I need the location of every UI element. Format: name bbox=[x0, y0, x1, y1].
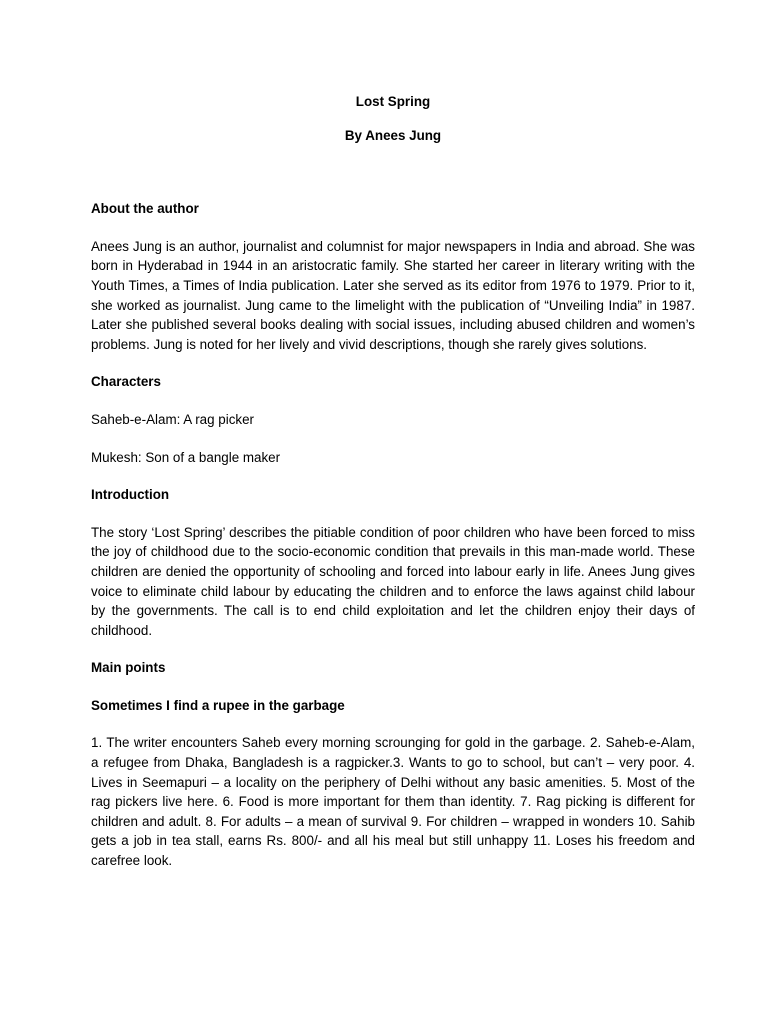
document-content bbox=[91, 92, 695, 889]
about-author-paragraph: Anees Jung is an author, journalist and columnist for major newspapers in India and abroad. She was born in Hyderabad in 1944 in an aristocratic family. She started her career in literary writing with the Youth Times, a Times of India publication. Later she served as its editor from 1976 to 1979. Prior to it, she worked as journalist. Jung came to the limelight with the publication of “Unveiling India” in 1987. Later she published several books dealing with social issues, including abused children and women’s problems. Jung is noted for her lively and vivid descriptions, though she rarely gives solutions. bbox=[91, 238, 695, 352]
document-byline: By Anees Jung bbox=[344, 127, 442, 143]
introduction-heading: Introduction bbox=[91, 487, 170, 503]
main-points-subheading: Sometimes I find a rupee in the garbage bbox=[91, 697, 345, 713]
character-saheb: Saheb-e-Alam: A rag picker bbox=[91, 411, 255, 427]
about-author-heading: About the author bbox=[91, 201, 199, 217]
character-mukesh: Mukesh: Son of a bangle maker bbox=[91, 449, 281, 465]
characters-heading: Characters bbox=[91, 374, 161, 390]
main-points-heading: Main points bbox=[91, 660, 166, 676]
introduction-paragraph: The story ‘Lost Spring’ describes the pitiable condition of poor children who have been forced to miss the joy of childhood due to the socio-economic condition that prevails in this man-made world. These children are denied the opportunity of schooling and forced into labour early in life. Anees Jung gives voice to eliminate child labour by educating the children and to enforce the laws against child labour by the governments. The call is to end child exploitation and let the children enjoy their days of childhood. bbox=[91, 524, 695, 638]
main-points-paragraph: 1. The writer encounters Saheb every morning scrounging for gold in the garbage. 2. Saheb-e-Alam, a refugee from Dhaka, Bangladesh is a ragpicker.3. Wants to go to school, but can’t – very poor. 4. Lives in Seemapuri – a locality on the periphery of Delhi without any basic amenities. 5. Most of the rag pickers live here. 6. Food is more important for them than identity. 7. Rag picking is different for children and adult. 8. For adults – a mean of survival 9. For children – wrapped in wonders 10. Sahib gets a job in tea stall, earns Rs. 800/- and all his meal but still unhappy 11. Loses his freedom and carefree look. bbox=[91, 735, 695, 869]
document-title: Lost Spring bbox=[355, 94, 431, 109]
